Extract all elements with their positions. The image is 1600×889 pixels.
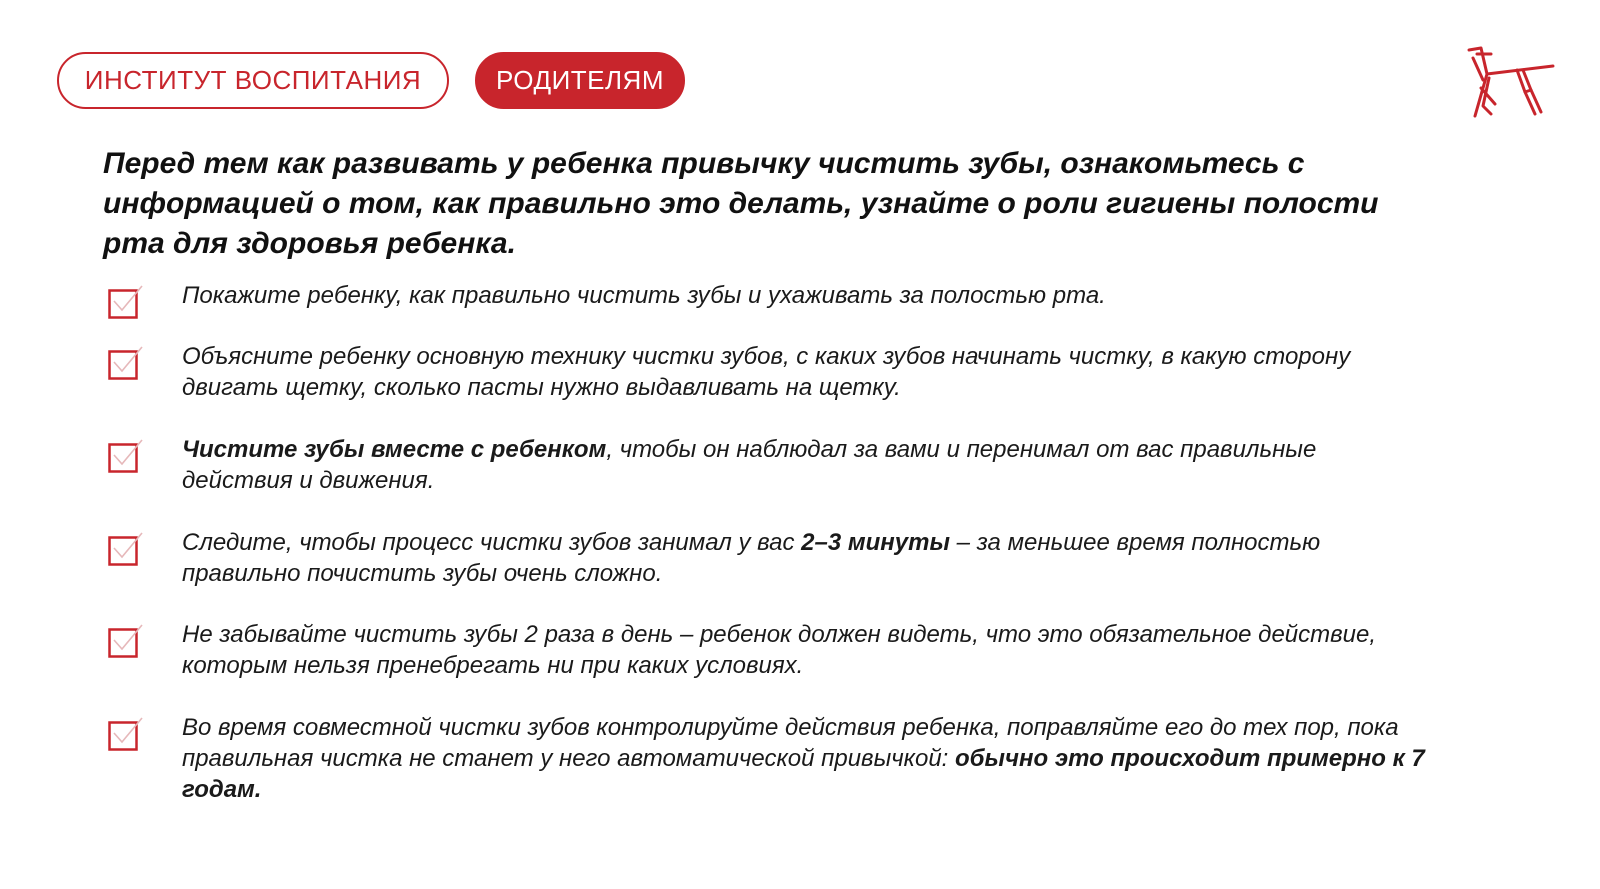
checkbox-checked-icon — [108, 716, 144, 752]
checkbox-checked-icon — [108, 531, 144, 567]
header-tags — [57, 52, 685, 109]
tag-institute[interactable]: ИНСТИТУТ ВОСПИТАНИЯ — [57, 52, 449, 109]
list-item-text: Не забывайте чистить зубы 2 раза в день – ребенок должен видеть, что это обязательное действие, которым нельзя пренебрегать ни при каких условиях. — [182, 621, 1377, 679]
intro-text: Перед тем как развивать у ребенка привычку чистить зубы, ознакомьтесь с информацией о том, как правильно это делать, узнайте о роли гигиены полости рта для здоровья ребенка. — [103, 147, 1379, 260]
list-item-text: Объясните ребенку основную технику чистки зубов, с каких зубов начинать чистку, в какую сторону двигать щетку, сколько пасты нужно выдавливать на щетку. — [182, 343, 1351, 401]
checkbox-checked-icon — [108, 623, 144, 659]
checkbox-checked-icon — [108, 438, 144, 474]
chair-horse-logo-icon — [1465, 44, 1557, 124]
list-item-text: Чистите зубы вместе с ребенком, чтобы он наблюдал за вами и перенимал от вас правильные действия и движения. — [182, 436, 1317, 494]
list-item-text: Во время совместной чистки зубов контролируйте действия ребенка, поправляйте его до тех пор, пока правильная чистка не станет у него автоматической привычкой: обычно это происходит примерно к 7 годам. — [182, 714, 1425, 803]
checkbox-checked-icon — [108, 284, 144, 320]
list-item-text: Покажите ребенку, как правильно чистить зубы и ухаживать за полостью рта. — [182, 282, 1106, 309]
tag-parents[interactable]: РОДИТЕЛЯМ — [475, 52, 685, 109]
checkbox-checked-icon — [108, 345, 144, 381]
list-item-text: Следите, чтобы процесс чистки зубов занимал у вас 2–3 минуты – за меньшее время полностью правильно почистить зубы очень сложно. — [182, 529, 1321, 587]
